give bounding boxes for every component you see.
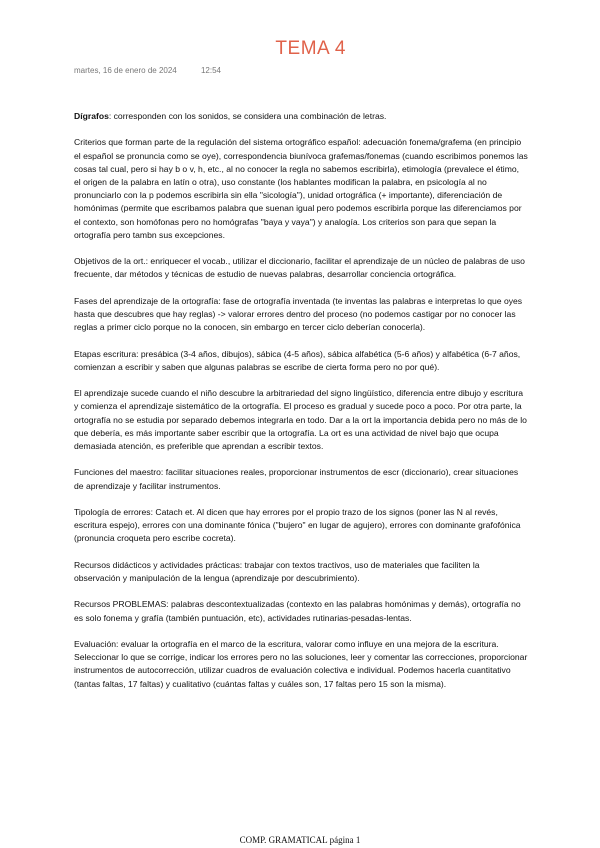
note-time: 12:54 — [200, 66, 222, 75]
paragraph-tipologia — [74, 506, 528, 546]
page-title: TEMA 4 — [275, 38, 346, 59]
page-footer: COMP. GRAMATICAL página 1 — [239, 835, 361, 845]
paragraph-aprendizaje — [74, 387, 528, 453]
paragraph-text: : corresponden con los sonidos, se considera una combinación de letras. — [108, 111, 387, 121]
paragraph-text: Recursos PROBLEMAS: palabras descontextualizadas (contexto en las palabras homónimas y demás), ortografía no es solo fonema y grafía (también puntuación, etc), actividades rutinarias-pesadas-lentas. — [74, 599, 521, 623]
paragraph-funciones — [74, 466, 528, 492]
paragraph-digrafos — [74, 110, 528, 123]
paragraph-recursos — [74, 559, 528, 585]
paragraph-text: Objetivos de la ort.: enriquecer el vocab., utilizar el diccionario, facilitar el aprendizaje de un núcleo de palabras de uso frecuente, dar métodos y técnicas de estudio de nuevas palabras, desarrollar conciencia ortográfica. — [74, 256, 525, 280]
paragraph-text: El aprendizaje sucede cuando el niño descubre la arbitrariedad del signo lingüístico, diferencia entre dibujo y escritura y comienza el aprendizaje sistemático de la ortografía. El proceso es gradual y sucede poco a poco. Por otra parte, la ortografía no se estudia por separado debemos integrarla en todo. Dar a la ort la importancia debida pero no más de lo que debería, es más importante saber escribir que la ortografía. La ort es una actividad de nivel bajo que ocupa demasiada atención, es preferible que aprendan a escribir textos. — [74, 388, 527, 451]
paragraph-etapas — [74, 348, 528, 374]
note-body — [74, 110, 528, 704]
paragraph-text: Funciones del maestro: facilitar situaciones reales, proporcionar instrumentos de escr (diccionario), crear situaciones de aprendizaje y facilitar instrumentos. — [74, 467, 519, 491]
paragraph-text: Tipología de errores: Catach et. Al dicen que hay errores por el propio trazo de los signos (poner las N al revés, escritura espejo), errores con una dominante fónica ("bujero" en lugar de agujero), errores con dominante grafofónica (pronuncia croqueta pero escribe cocreta). — [74, 506, 521, 544]
paragraph-fases — [74, 295, 528, 335]
paragraph-text: Recursos didácticos y actividades prácticas: trabajar con textos tractivos, uso de materiales que faciliten la observación y manipulación de la lengua (aprendizaje por descubrimiento). — [74, 559, 480, 583]
paragraph-text: Fases del aprendizaje de la ortografía: fase de ortografía inventada (te inventas las palabras e interpretas lo que oyes hasta que descubres que hay reglas) -> valorar errores dentro del proceso (no podemos castigar por no conocer las reglas a primer ciclo porque no la conocen, sin embargo en tercer ciclo deberían conocerla). — [74, 295, 523, 333]
paragraph-evaluacion — [74, 638, 528, 691]
paragraph-problemas — [74, 598, 528, 624]
paragraph-criterios — [74, 136, 528, 242]
paragraph-objetivos — [74, 255, 528, 281]
note-date: martes, 16 de enero de 2024 — [74, 66, 177, 75]
note-metadata — [74, 66, 221, 75]
paragraph-text: Criterios que forman parte de la regulación del sistema ortográfico español: adecuación fonema/grafema (en principio el español se pronuncia como se oye), correspondencia biunívoca grafemas/fonemas (cuando escribimos ponemos las cosas tal cual, pero si hay b o v, h, etc., al no conocer la regla no sabemos escribirla), etimología (prevalece el étimo, el origen de la palabra en latín o otra), uso constante (los hablantes modifican la palabra, en psicología al no pronunciarlo con la p podemos escribirla sin ella "sicología"), unidad ortográfica (+ importante), diferenciación de homónimas (permite que escribamos palabra que suenan igual pero podemos escribirla porque las diferenciamos por el contexto, son homófonas pero no homógrafas "baya y vaya") y analogía. Los criterios son para que sepan la ortografía pero tambn sus excepciones. — [74, 137, 528, 240]
paragraph-text: Etapas escritura: presábica (3-4 años, dibujos), sábica (4-5 años), sábica alfabética (5-6 años) y alfabética (6-7 años, comienzan a escribir y saben que algunas palabras se escribe de cierta forma pero no por qué). — [74, 348, 521, 372]
paragraph-text: Evaluación: evaluar la ortografía en el marco de la escritura, valorar como influye en una mejora de la escritura. Seleccionar lo que se corrige, indicar los errores pero no las soluciones, leer y comentar las correcciones, proporcionar instrumentos de autocorrección, utilizar cuadros de evaluación colectiva e individual. Podemos hacerla cuantitativo (tantas faltas, 17 faltas) y cualitativo (cuántas faltas y cuáles son, 17 faltas pero 15 son la misma). — [74, 638, 528, 689]
paragraph-lead: Dígrafos — [74, 111, 109, 121]
